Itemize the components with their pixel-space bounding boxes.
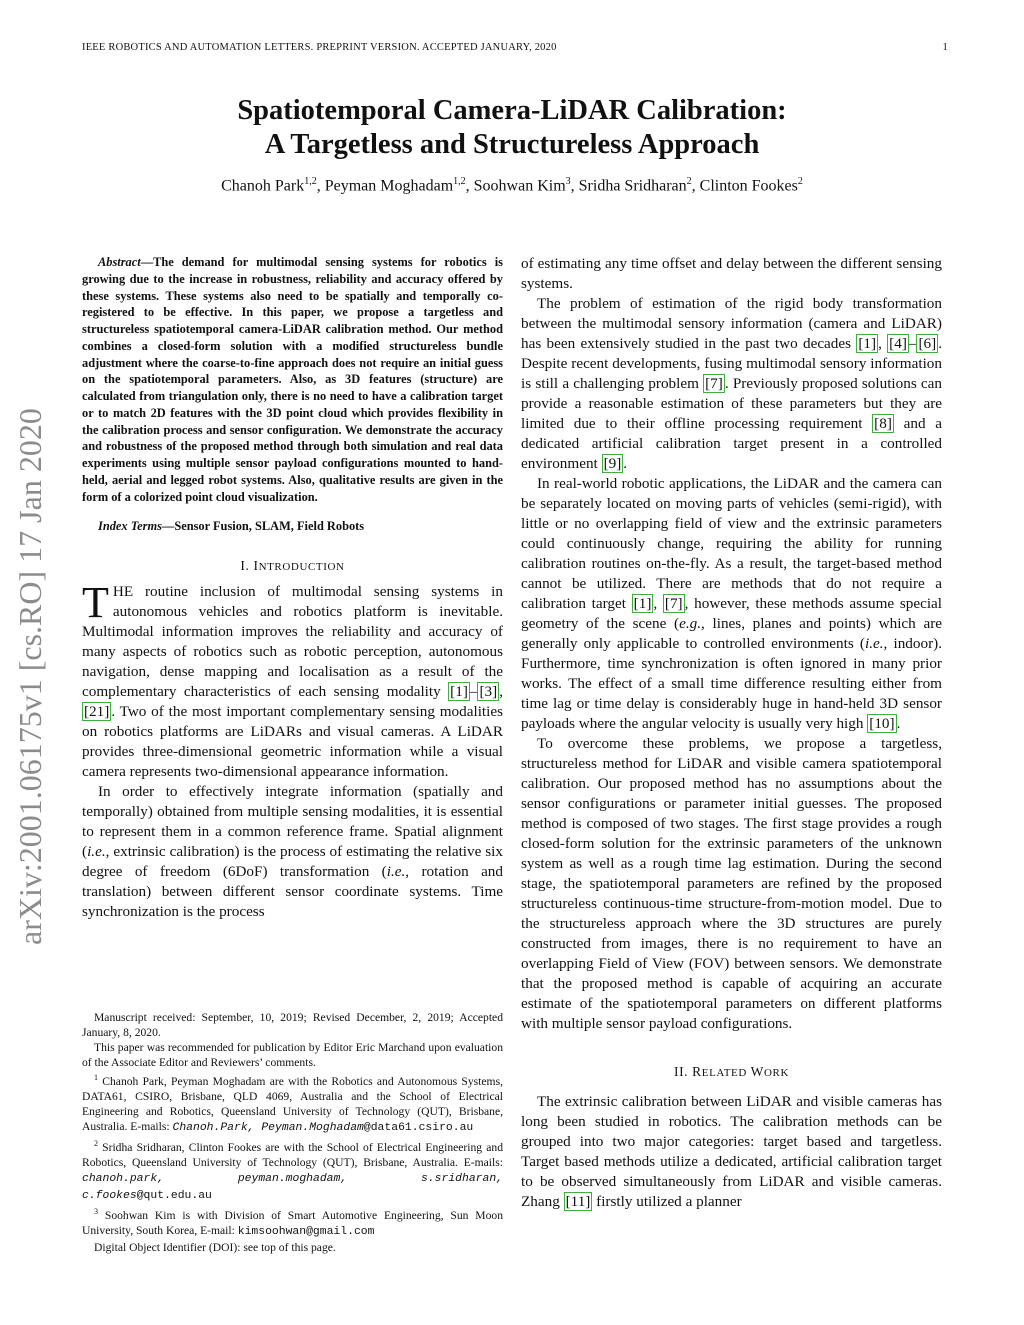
citation-link[interactable]: [21] (84, 703, 110, 721)
arxiv-watermark: arXiv:2001.06175v1 [cs.RO] 17 Jan 2020 (12, 408, 48, 945)
related-work-paragraph-1 (521, 1092, 942, 1212)
section-title-rest: ORK (763, 1067, 790, 1079)
doi-note: Digital Object Identifier (DOI): see top of this page. (94, 1240, 336, 1254)
author-name: Chanoh Park (221, 177, 305, 195)
author-name: Clinton Fookes (699, 177, 798, 195)
footnote-1 (82, 1070, 503, 1136)
intro-paragraph-2-continued: of estimating any time offset and delay between the different sensing systems. (521, 255, 942, 292)
journal-name: IEEE ROBOTICS AND AUTOMATION LETTERS. PREPRINT VERSION. ACCEPTED JANUARY, 2020 (82, 42, 557, 53)
intro-paragraph-5: To overcome these problems, we propose a targetless, structureless method for LiDAR and visible camera spatiotemporal calibration. Our proposed method has no assumptions about the sensor configurations or parameter initial guesses. The proposed method is composed of two stages. The first stage provides a rough closed-form solution for the extrinsic parameters of the unknown system as well as a rough time lag estimation. During the second stage, the spatiotemporal parameters are refined by the proposed structureless continuous-time structure-from-motion model. Due to the structureless approach where the 3D structures are purely constructed from images, there is no requirement to have an overlapping Field of View (FOV) between sensors. We demonstrate that the proposed method is capable of acquiring an accurate estimate of the spatiotemporal parameters on different platforms with multiple sensor payload configurations. (521, 735, 942, 1032)
paragraph-text: , (499, 683, 503, 701)
author-affiliation: 1,2 (453, 176, 466, 187)
paragraph-text: – (469, 683, 478, 701)
paragraph-text: . (896, 715, 901, 732)
paragraph-text: . Two of the most important complementary sensing modalities on robotics platforms are LiDARs and visual cameras. A LiDAR provides three-dimensional geometric information while a visual camera represents two-dimensional appearance information. (82, 703, 503, 781)
intro-paragraph-2 (82, 782, 503, 922)
section-title-initial: R (692, 1064, 702, 1079)
citation-link[interactable]: [9] (603, 455, 622, 472)
paragraph-text: , however, these methods assume special geometry of the scene ( (521, 595, 943, 632)
author-name: Peyman Moghadam (324, 177, 454, 195)
section-number: II. (673, 1064, 689, 1079)
email-address[interactable]: kimsoohwan@gmail.com (237, 1225, 375, 1238)
paragraph-text: i.e. (87, 843, 106, 861)
section-heading-introduction (82, 558, 503, 574)
citation-link[interactable]: [11] (565, 1193, 591, 1210)
paragraph-text: , (878, 335, 888, 352)
paragraph-text: . Previously proposed solutions can provide a reasonable estimation of these parameters but they are limited due to their offline processing requirement (521, 375, 943, 432)
footnote-mark: 1 (94, 1073, 98, 1082)
section-title-rest: ELATED (701, 1067, 747, 1079)
email-address[interactable]: chanoh.park, peyman.moghadam, s.sridharan, c.fookes (82, 1172, 503, 1202)
index-terms-text: —Sensor Fusion, SLAM, Field Robots (161, 519, 365, 534)
citation-link[interactable]: [7] (664, 595, 683, 612)
citation-link[interactable]: [4] (889, 335, 907, 352)
running-header (82, 42, 948, 58)
author-affiliation: 2 (797, 176, 803, 187)
footnotes (82, 1010, 503, 1255)
paragraph-text: , (653, 595, 663, 612)
section-title-initial: W (750, 1064, 764, 1079)
email-address[interactable]: Chanoh.Park, Peyman.Moghadam (172, 1121, 364, 1134)
manuscript-received: Manuscript received: September, 10, 2019; Revised December, 2, 2019; Accepted January, 8, 2020. (82, 1011, 503, 1039)
author-list: Chanoh Park$^{1,2}$, Peyman Moghadam$^{1,2}$, Soohwan Kim$^3$, Sridha Sridharan$^2$, Clinton Fookes$^2$ (221, 176, 803, 195)
author-affiliation: 1,2 (304, 176, 317, 187)
intro-paragraph-3 (521, 294, 942, 474)
section-heading-related-work (521, 1064, 942, 1080)
author-affiliation: 2 (686, 176, 692, 187)
editor-note: This paper was recommended for publication by Editor Eric Marchand upon evaluation of the Associate Editor and Reviewers’ comments. (82, 1041, 503, 1069)
paragraph-text: , extrinsic calibration) is the process of estimating the relative six degree of freedom (6DoF) transformation ( (82, 843, 503, 881)
intro-paragraph-1 (82, 578, 503, 782)
author-name: Soohwan Kim (473, 177, 566, 195)
right-column (521, 254, 942, 1212)
author-affiliation: 3 (565, 176, 571, 187)
footnote-2 (82, 1136, 503, 1204)
abstract-text: —The demand for multimodal sensing systems for robotics is growing due to the increase in robustness, reliability and accuracy offered by these systems. These systems also need to be spatially and temporally co-registered to be effective. In this paper, we propose a targetless and structureless spatiotemporal camera-LiDAR calibration method. Our method combines a closed-form solution with a modified structureless bundle adjustment where the coarse-to-fine approach does not require an initial guess on the spatiotemporal parameters. Also, as 3D features (structure) are calculated from triangulation only, there is no need to have a calibration target or to match 2D features with the 3D point cloud which provides flexibility in the calibration process and sensor configuration. We demonstrate the accuracy and robustness of the proposed method through both simulation and real data experiments using multiple sensor payload configurations mounted to hand-held, aerial and legged robot systems. Also, qualitative results are given in the form of a colorized point cloud visualization. (82, 255, 503, 504)
paragraph-text: , rotation and translation) between different sensor coordinate systems. Time synchronization is the process (82, 863, 503, 921)
footnote-3 (82, 1204, 503, 1240)
paragraph-text: – (908, 335, 917, 352)
footnote-text: Chanoh Park, Peyman Moghadam are with the Robotics and Autonomous Systems, DATA61, CSIRO, Brisbane, QLD 4069, Australia and the School of Electrical Engineering and Robotics, Queensland University of Technology (QUT), Brisbane, Australia. E-mails: (82, 1074, 503, 1133)
drop-cap: T (82, 578, 109, 628)
footnote-mark: 3 (94, 1206, 98, 1216)
paragraph-text: i.e. (386, 863, 406, 881)
footnote-text: Sridha Sridharan, Clinton Fookes are with the School of Electrical Engineering and Robotics, Queensland University of Technology (QUT), Brisbane, Australia. E-mails: (82, 1140, 503, 1169)
footnote-mark: 2 (94, 1138, 98, 1148)
left-column (82, 254, 503, 922)
paragraph-text: The problem of estimation of the rigid body transformation between the multimodal sensory information (camera and LiDAR) has been extensively studied in the past two decades (521, 295, 942, 352)
citation-link[interactable]: [10] (869, 715, 895, 732)
citation-link[interactable]: [8] (874, 415, 892, 432)
footnote-text: Soohwan Kim is with Division of Smart Automotive Engineering, Sun Moon University, South Korea, E-mail: (82, 1208, 503, 1237)
citation-link[interactable]: [7] (705, 375, 723, 392)
section-title-rest: NTRODUCTION (258, 561, 345, 574)
paper-title (82, 94, 942, 162)
paragraph-text: e.g. (679, 615, 702, 632)
citation-link[interactable]: [3] (479, 683, 498, 701)
index-terms (82, 519, 503, 534)
page-number: 1 (942, 42, 948, 53)
paragraph-text: . Despite recent developments, fusing multimodal sensory information is still a challenging problem (521, 335, 942, 392)
citation-link[interactable]: [1] (450, 683, 468, 701)
paragraph-text: In real-world robotic applications, the LiDAR and the camera can be separately located on moving parts of vehicles (semi-rigid), with little or no overlapping field of view and the extrinsic parameters could continuously change, requiring the ability for running calibration routines on-the-fly. As a result, the target-based method cannot be utilized. There are methods that do not require a calibration target (521, 475, 942, 612)
abstract-label: Abstract (98, 255, 141, 269)
title-line-1: Spatiotemporal Camera-LiDAR Calibration: (237, 95, 787, 126)
email-domain[interactable]: @qut.edu.au (136, 1189, 212, 1202)
citation-link[interactable]: [6] (918, 335, 937, 352)
index-terms-label: Index Terms (98, 519, 162, 534)
section-title-initial: I (253, 558, 259, 574)
paragraph-text: . (623, 455, 628, 472)
paragraph-text: firstly utilized a planner (592, 1193, 742, 1210)
citation-link[interactable]: [1] (633, 595, 652, 612)
abstract (82, 254, 503, 505)
paragraph-text: i.e. (864, 635, 884, 652)
paragraph-text: HE routine inclusion of multimodal sensing systems in autonomous vehicles and robotics platform is inevitable. Multimodal information improves the reliability and accuracy of many aspects of robotics such as robotic perception, autonomous navigation, dense mapping and localisation as a result of the complementary characteristics of each sensing modality (82, 583, 503, 701)
paragraph-text: , indoor). Furthermore, time synchronization is often ignored in many prior works. The effect of a small time difference resulting either from time lag or time delay is considerably huge in hand-held 3D sensor payloads where the angular velocity is usually very high (521, 635, 942, 732)
paragraph-text: In order to effectively integrate information (spatially and temporally) obtained from multiple sensing modalities, it is essential to represent them in a common reference frame. Spatial alignment ( (82, 783, 503, 861)
author-name: Sridha Sridharan (578, 177, 687, 195)
paragraph-text: and a dedicated artificial calibration target present in a controlled environment (521, 415, 942, 472)
citation-link[interactable]: [1] (858, 335, 877, 352)
paragraph-text: , lines, planes and points) which are generally only applicable to controlled environments ( (521, 615, 942, 652)
paragraph-text: The extrinsic calibration between LiDAR and visible cameras has long been studied in robotics. The calibration methods can be grouped into two major categories: target based and targetless. Target based methods utilize a dedicated, artificial calibration target to be observed simultaneously from LiDAR and visible cameras. Zhang (521, 1093, 942, 1210)
intro-paragraph-4 (521, 474, 942, 734)
section-number: I. (240, 558, 250, 574)
title-line-2: A Targetless and Structureless Approach (264, 129, 760, 160)
email-domain[interactable]: @data61.csiro.au (363, 1121, 474, 1134)
